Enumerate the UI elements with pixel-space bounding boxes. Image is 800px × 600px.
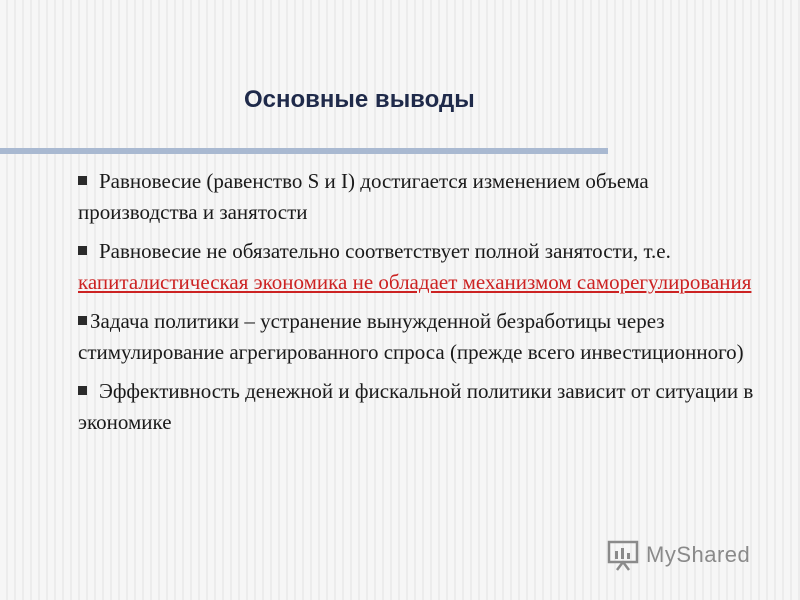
- square-bullet-icon: [78, 176, 87, 185]
- bullet-text: Задача политики – устранение вынужденной безработицы через стимулирование агрегированного спроса (прежде всего инвестиционного): [78, 309, 744, 364]
- square-bullet-icon: [78, 316, 87, 325]
- bullet-item: [78, 376, 768, 438]
- bullet-text: Эффективность денежной и фискальной политики зависит от ситуации в экономике: [78, 379, 754, 434]
- bullet-text: Равновесие не обязательно соответствует полной занятости, т.е.: [99, 239, 671, 263]
- bullet-item: [78, 306, 768, 368]
- bullet-list: [78, 166, 768, 446]
- highlighted-link-text[interactable]: капиталистическая экономика не обладает механизмом саморегулирования: [78, 270, 752, 294]
- bullet-text: Равновесие (равенство S и I) достигается изменением объема производства и занятости: [78, 169, 649, 224]
- watermark-text: MyShared: [646, 542, 751, 567]
- slide-title: Основные выводы: [244, 86, 475, 113]
- title-divider: [0, 148, 608, 154]
- presentation-board-icon: [606, 538, 640, 572]
- square-bullet-icon: [78, 246, 87, 255]
- watermark-logo: [606, 536, 750, 574]
- bullet-item: [78, 166, 768, 228]
- square-bullet-icon: [78, 386, 87, 395]
- bullet-item: [78, 236, 768, 298]
